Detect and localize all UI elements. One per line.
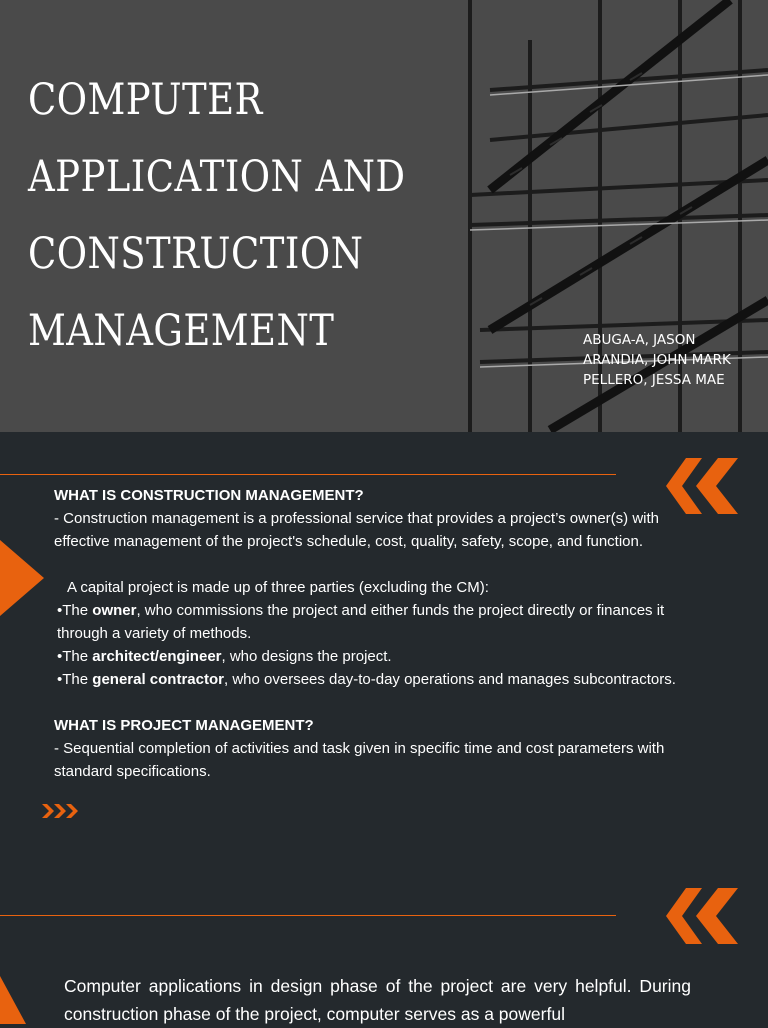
side-triangle-icon <box>0 976 26 1024</box>
section-divider <box>0 474 616 475</box>
bullet-term: owner <box>92 602 137 619</box>
author-name: ARANDIA, JOHN MARK <box>583 352 731 368</box>
parties-intro: A capital project is made up of three parties (excluding the CM): <box>67 579 489 596</box>
triple-chevron-right-icon <box>42 800 84 822</box>
title-line: MANAGEMENT <box>28 306 335 356</box>
section-heading: WHAT IS CONSTRUCTION MANAGEMENT? <box>54 487 364 504</box>
title-line: APPLICATION AND <box>28 152 406 202</box>
bullet-term: general contractor <box>92 671 224 688</box>
author-name: PELLERO, JESSA MAE <box>583 372 725 388</box>
definition-paragraph: - Sequential completion of activities and task given in specific time and cost parameters with standard specifications. <box>54 740 665 780</box>
side-triangle-icon <box>0 540 44 616</box>
computer-applications-section <box>64 972 691 1028</box>
section-heading: WHAT IS PROJECT MANAGEMENT? <box>54 717 314 734</box>
body-paragraph: Computer applications in design phase of the project are very helpful. During construction phase of the project, computer serves as a powerful <box>64 976 691 1024</box>
definition-paragraph: - Construction management is a professional service that provides a project’s owner(s) with effective management of the project's schedule, cost, quality, safety, scope, and function. <box>54 510 659 550</box>
title-line: CONSTRUCTION <box>28 229 364 279</box>
double-chevron-left-icon <box>666 888 742 944</box>
list-item: •The architect/engineer, who designs the project. <box>57 648 392 665</box>
author-list <box>583 330 731 390</box>
bullet-term: architect/engineer <box>92 648 222 665</box>
list-item: •The owner, who commissions the project and either funds the project directly or finances it through a variety of methods. <box>57 602 665 642</box>
section-divider <box>0 915 616 916</box>
document-title <box>28 62 406 370</box>
author-name: ABUGA-A, JASON <box>583 332 696 348</box>
construction-management-section <box>54 484 714 783</box>
list-item: •The general contractor, who oversees day-to-day operations and manages subcontractors. <box>57 671 676 688</box>
title-banner <box>0 0 768 432</box>
title-line: COMPUTER <box>28 75 263 125</box>
